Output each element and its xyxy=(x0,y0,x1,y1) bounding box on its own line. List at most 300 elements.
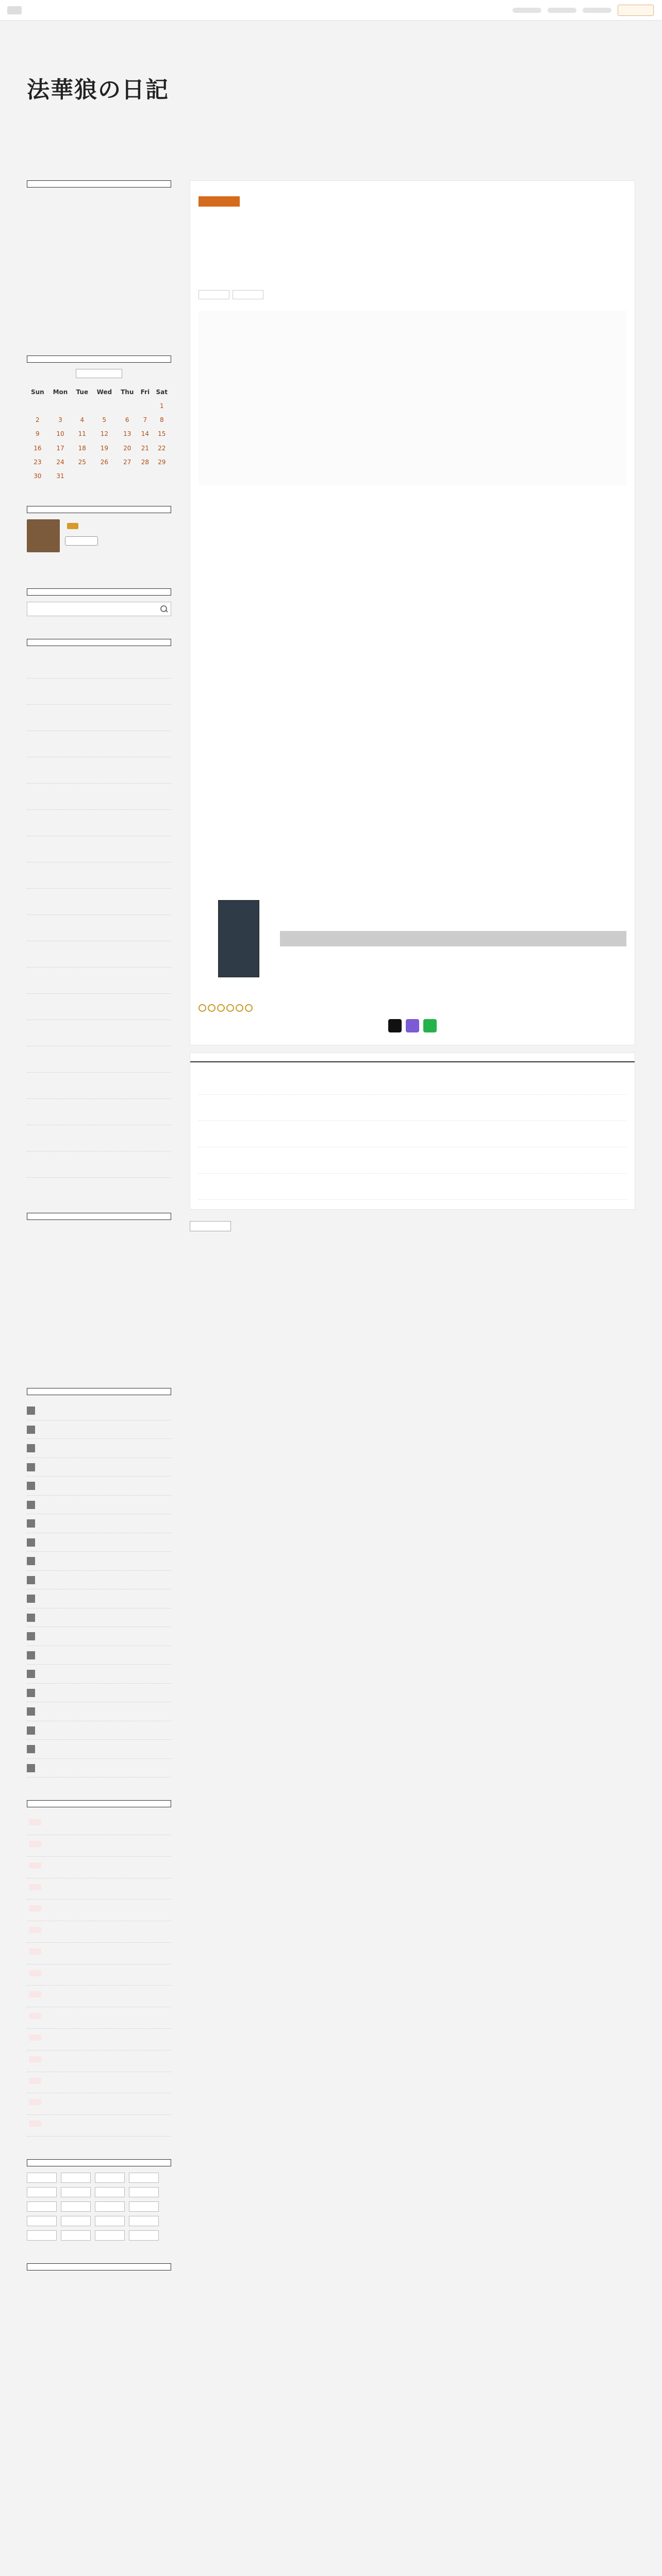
list-item xyxy=(198,1121,626,1147)
weekday-label: Tue xyxy=(76,388,89,396)
recent-comments-module xyxy=(27,1388,171,1777)
recent-entry-category[interactable] xyxy=(27,903,171,909)
recent-entry-category[interactable] xyxy=(27,667,171,673)
category-link[interactable] xyxy=(95,2187,125,2197)
calendar-day[interactable]: 22 xyxy=(158,444,166,452)
bookmark-count-badge[interactable] xyxy=(29,2035,41,2041)
list-item xyxy=(27,1702,171,1721)
list-item xyxy=(27,1814,171,1835)
star-icon xyxy=(245,1004,253,1012)
recent-entry-link[interactable] xyxy=(27,814,171,823)
calendar-day xyxy=(92,469,117,483)
commenter-avatar[interactable] xyxy=(27,1614,35,1622)
list-item xyxy=(27,2007,171,2029)
list-item xyxy=(198,1174,626,1200)
list-item xyxy=(27,2093,171,2115)
recent-entry-category[interactable] xyxy=(27,824,171,831)
weekday-label: Wed xyxy=(96,388,112,396)
list-item xyxy=(27,1759,171,1778)
commenter-avatar[interactable] xyxy=(27,1726,35,1735)
list-item xyxy=(27,915,171,941)
entry-paragraph xyxy=(198,757,626,793)
calendar-day[interactable]: 25 xyxy=(78,458,86,466)
global-header-bar xyxy=(0,0,662,21)
product-card xyxy=(198,900,626,977)
calendar-day[interactable]: 14 xyxy=(141,430,149,438)
calendar-day[interactable]: 10 xyxy=(56,430,64,438)
recent-entry-category[interactable] xyxy=(27,1166,171,1172)
commenter-name[interactable] xyxy=(38,1650,69,1657)
recent-entry-link[interactable] xyxy=(27,1050,171,1060)
module-title xyxy=(27,639,171,646)
related-snippet xyxy=(198,1187,626,1195)
calendar-day xyxy=(72,469,92,483)
list-item xyxy=(27,757,171,784)
list-item xyxy=(27,1900,171,1921)
list-item xyxy=(27,1627,171,1646)
bookmark-count-badge[interactable] xyxy=(29,1948,41,1955)
recent-entry-category[interactable] xyxy=(27,851,171,857)
list-item xyxy=(27,1073,171,1099)
module-title xyxy=(27,2159,171,2166)
list-item xyxy=(27,652,171,679)
buy-button[interactable] xyxy=(280,931,626,946)
commenter-avatar[interactable] xyxy=(27,1426,35,1434)
calendar-day[interactable]: 16 xyxy=(34,444,42,452)
related-snippet xyxy=(198,1134,626,1143)
ad-slot[interactable] xyxy=(198,311,626,486)
commenter-avatar[interactable] xyxy=(27,1406,35,1415)
list-item xyxy=(27,2029,171,2050)
calendar-day[interactable]: 18 xyxy=(78,444,86,452)
write-comment-button[interactable] xyxy=(190,1221,231,1231)
list-item xyxy=(27,1608,171,1628)
recent-entry-link[interactable] xyxy=(27,761,171,771)
recent-entry-link[interactable] xyxy=(27,867,171,876)
list-item xyxy=(198,1069,626,1095)
category-link[interactable] xyxy=(61,2230,91,2241)
weekday-label: Fri xyxy=(140,388,150,396)
search-module xyxy=(27,588,171,616)
recent-entry-link[interactable] xyxy=(27,1156,171,1165)
bookmark-count-badge[interactable] xyxy=(29,1905,41,1911)
entry-paragraph xyxy=(198,713,626,749)
bookmark-count-badge[interactable] xyxy=(29,1819,41,1825)
recent-entry-link[interactable] xyxy=(27,709,171,718)
more-link[interactable] xyxy=(27,1178,171,1190)
weekday-label: Sun xyxy=(30,388,44,396)
calendar-day xyxy=(48,399,73,413)
recent-entry-link[interactable] xyxy=(27,735,171,744)
bookmark-count-badge[interactable] xyxy=(29,2013,41,2019)
recent-entry-category[interactable] xyxy=(27,1113,171,1120)
calendar-day[interactable]: 4 xyxy=(80,416,85,424)
category-link[interactable] xyxy=(61,2187,91,2197)
ad-module xyxy=(27,180,171,333)
pager xyxy=(190,1251,635,1260)
list-item xyxy=(27,1571,171,1590)
calendar-day[interactable]: 7 xyxy=(143,416,147,424)
weekday-label: Sat xyxy=(156,388,168,396)
recent-entry-link[interactable] xyxy=(27,656,171,666)
ad-slot[interactable] xyxy=(27,1226,171,1365)
calendar-day[interactable]: 5 xyxy=(102,416,107,424)
blog-description xyxy=(27,117,161,138)
commenter-avatar[interactable] xyxy=(27,1519,35,1528)
recent-entry-link[interactable] xyxy=(27,1077,171,1086)
calendar-day xyxy=(117,399,138,413)
related-snippet xyxy=(198,1108,626,1116)
list-item xyxy=(27,1552,171,1571)
commenter-name[interactable] xyxy=(38,1405,69,1413)
commenter-name[interactable] xyxy=(38,1594,69,1601)
category-link[interactable] xyxy=(61,2173,91,2183)
star-row[interactable] xyxy=(198,1004,626,1012)
commenter-name[interactable] xyxy=(38,1556,69,1563)
star-icon[interactable] xyxy=(198,1004,206,1012)
list-item xyxy=(27,731,171,757)
list-item xyxy=(27,1401,171,1420)
month-select[interactable] xyxy=(76,369,122,378)
module-title xyxy=(27,1800,171,1807)
recent-entry-category[interactable] xyxy=(27,929,171,936)
star-icon xyxy=(226,1004,234,1012)
list-item xyxy=(27,968,171,994)
bookmark-count-badge[interactable] xyxy=(29,1841,41,1847)
main-column xyxy=(190,180,635,1260)
calendar-day[interactable]: 8 xyxy=(159,416,164,424)
calendar-day xyxy=(138,399,152,413)
commenter-avatar[interactable] xyxy=(27,1444,35,1452)
commenter-avatar[interactable] xyxy=(27,1632,35,1640)
bookmark-count-badge[interactable] xyxy=(29,1884,41,1890)
calendar-day xyxy=(117,469,138,483)
bookmark-count-badge[interactable] xyxy=(29,1970,41,1976)
calendar-day[interactable]: 24 xyxy=(56,458,64,466)
global-nav-link[interactable] xyxy=(548,8,576,13)
calendar-day[interactable]: 12 xyxy=(100,430,108,438)
commenter-avatar[interactable] xyxy=(27,1689,35,1697)
list-item xyxy=(27,1477,171,1496)
share-x-icon[interactable] xyxy=(388,1019,402,1032)
commenter-name[interactable] xyxy=(38,1575,69,1582)
category-link[interactable] xyxy=(95,2216,125,2226)
calendar-day[interactable]: 1 xyxy=(159,402,164,410)
recent-entry-link[interactable] xyxy=(27,1024,171,1033)
sidebar xyxy=(27,180,171,2324)
module-title xyxy=(27,355,171,363)
blog-title[interactable]: 法華狼の日記 xyxy=(27,77,169,103)
blog-header xyxy=(27,72,635,180)
follow-button[interactable] xyxy=(65,536,98,546)
module-title xyxy=(27,2263,171,2270)
list-item xyxy=(27,1099,171,1125)
share-line-icon[interactable] xyxy=(423,1019,437,1032)
commenter-avatar[interactable] xyxy=(27,1538,35,1547)
list-item xyxy=(27,889,171,915)
calendar-day[interactable]: 21 xyxy=(141,444,149,452)
related-entries xyxy=(190,1053,635,1210)
category-link[interactable] xyxy=(27,2216,57,2226)
list-item xyxy=(27,1684,171,1703)
commenter-avatar[interactable] xyxy=(27,1557,35,1565)
recent-entry-link[interactable] xyxy=(27,998,171,1007)
commenter-name[interactable] xyxy=(38,1481,69,1488)
list-item xyxy=(27,1046,171,1073)
weekday-label: Thu xyxy=(121,388,134,396)
recent-entry-category[interactable] xyxy=(27,956,171,962)
category-link[interactable] xyxy=(129,2187,159,2197)
recent-entry-category[interactable] xyxy=(27,1087,171,1093)
module-title xyxy=(27,506,171,513)
list-item xyxy=(27,1878,171,1900)
next-entry-link[interactable] xyxy=(532,1251,635,1260)
bookmark-count-badge[interactable] xyxy=(29,1991,41,1997)
recent-entry-link[interactable] xyxy=(27,919,171,928)
list-item xyxy=(27,1921,171,1943)
calendar-day[interactable]: 2 xyxy=(36,416,40,424)
list-item xyxy=(27,1439,171,1458)
category-link[interactable] xyxy=(27,2173,57,2183)
recent-entry-category[interactable] xyxy=(27,719,171,725)
recent-entry-category[interactable] xyxy=(27,877,171,883)
list-item xyxy=(27,1835,171,1857)
book-author xyxy=(280,914,626,923)
category-link[interactable] xyxy=(129,2201,159,2212)
calendar-day[interactable]: 13 xyxy=(123,430,131,438)
commenter-name[interactable] xyxy=(38,1443,69,1450)
calendar-day xyxy=(72,399,92,413)
list-item xyxy=(27,1458,171,1477)
calendar-day[interactable]: 3 xyxy=(58,416,62,424)
calendar-day[interactable]: 19 xyxy=(100,444,108,452)
recent-entry-category[interactable] xyxy=(27,1008,171,1014)
popular-entries-module xyxy=(27,1800,171,2137)
recent-entry-link[interactable] xyxy=(27,1103,171,1112)
calendar-day xyxy=(92,399,117,413)
list-item xyxy=(27,1125,171,1151)
related-snippet xyxy=(198,1161,626,1169)
related-title xyxy=(190,1053,635,1062)
commenter-name[interactable] xyxy=(38,1613,69,1620)
recent-entry-category[interactable] xyxy=(27,1140,171,1146)
list-item xyxy=(27,2050,171,2072)
bookmark-count-badge[interactable] xyxy=(29,2078,41,2084)
commenter-avatar[interactable] xyxy=(27,1707,35,1716)
recent-entry-category[interactable] xyxy=(27,1035,171,1041)
category-link[interactable] xyxy=(95,2201,125,2212)
list-item xyxy=(27,994,171,1020)
sidebar-link[interactable] xyxy=(27,2277,171,2289)
recent-entry-link[interactable] xyxy=(27,788,171,797)
star-icon xyxy=(208,1004,216,1012)
recent-entries-module xyxy=(27,639,171,1190)
weekday-label: Mon xyxy=(53,388,68,396)
search-icon[interactable] xyxy=(156,602,171,616)
list-item xyxy=(27,1740,171,1759)
commenter-name[interactable] xyxy=(38,1500,69,1507)
commenter-name[interactable] xyxy=(38,1462,69,1469)
recent-entry-category[interactable] xyxy=(27,693,171,699)
category-link[interactable] xyxy=(129,2216,159,2226)
list-item xyxy=(27,1665,171,1684)
category-link[interactable] xyxy=(61,2216,91,2226)
list-item xyxy=(27,1646,171,1665)
bookmark-count-badge[interactable] xyxy=(29,1862,41,1869)
list-item xyxy=(27,1721,171,1740)
list-item xyxy=(27,784,171,810)
commenter-name[interactable] xyxy=(38,1425,69,1432)
calendar-day[interactable]: 15 xyxy=(158,430,166,438)
ad-module-2 xyxy=(27,1213,171,1365)
book-cover-image[interactable] xyxy=(218,900,259,977)
calendar-day[interactable]: 28 xyxy=(141,458,149,466)
user-menu-button[interactable] xyxy=(618,5,654,16)
recent-entry-category[interactable] xyxy=(27,1061,171,1067)
recent-entry-link[interactable] xyxy=(27,945,171,955)
calendar-day xyxy=(138,469,152,483)
entry-article xyxy=(190,180,635,1045)
calendar-day[interactable]: 9 xyxy=(36,430,40,438)
calendar-day[interactable]: 17 xyxy=(56,444,64,452)
commenter-name[interactable] xyxy=(38,1725,69,1733)
share-misskey-icon[interactable] xyxy=(406,1019,419,1032)
share-buttons xyxy=(198,1019,626,1032)
commenter-avatar[interactable] xyxy=(27,1463,35,1471)
archive-calendar xyxy=(27,385,171,483)
links-module xyxy=(27,2263,171,2301)
commenter-avatar[interactable] xyxy=(27,1595,35,1603)
commenter-avatar[interactable] xyxy=(27,1501,35,1509)
sidebar-link[interactable] xyxy=(27,2289,171,2301)
calendar-day[interactable]: 27 xyxy=(123,458,131,466)
entry-paragraph xyxy=(198,865,626,889)
recent-entry-category[interactable] xyxy=(27,772,171,778)
global-nav-link[interactable] xyxy=(512,8,541,13)
category-link[interactable] xyxy=(129,2230,159,2241)
categories-module xyxy=(27,2159,171,2241)
recent-entry-link[interactable] xyxy=(27,972,171,981)
recent-entry-link[interactable] xyxy=(27,683,171,692)
list-item xyxy=(27,1420,171,1439)
entry-footer xyxy=(198,991,626,999)
star-icon xyxy=(236,1004,243,1012)
commenter-name[interactable] xyxy=(38,1631,69,1638)
commenter-name[interactable] xyxy=(38,1518,69,1526)
category-link[interactable] xyxy=(27,2201,57,2212)
bookmark-count-badge[interactable] xyxy=(29,2099,41,2105)
calendar-day[interactable]: 26 xyxy=(100,458,108,466)
commenter-name[interactable] xyxy=(38,1706,69,1714)
hatena-logo-icon[interactable] xyxy=(7,6,22,14)
calendar-day[interactable]: 11 xyxy=(78,430,86,438)
global-nav-link[interactable] xyxy=(583,8,611,13)
module-title xyxy=(27,1388,171,1395)
list-item xyxy=(27,1589,171,1608)
list-item xyxy=(27,1943,171,1964)
list-item xyxy=(27,1151,171,1178)
entry-paragraph xyxy=(198,526,626,550)
commenter-avatar[interactable] xyxy=(27,1651,35,1659)
entry-paragraph xyxy=(198,801,626,837)
category-link[interactable] xyxy=(61,2201,91,2212)
list-item xyxy=(198,1095,626,1121)
list-item xyxy=(27,810,171,836)
related-entry-link[interactable] xyxy=(198,1178,626,1187)
calendar-day[interactable]: 20 xyxy=(123,444,131,452)
commenter-avatar[interactable] xyxy=(27,1576,35,1584)
category-link[interactable] xyxy=(27,2230,57,2241)
commenter-avatar[interactable] xyxy=(27,1482,35,1490)
search-input[interactable] xyxy=(27,605,156,613)
recent-entry-link[interactable] xyxy=(27,840,171,850)
recent-entry-link[interactable] xyxy=(27,893,171,902)
recent-entry-category[interactable] xyxy=(27,982,171,988)
calendar-day[interactable]: 29 xyxy=(158,458,166,466)
list-item xyxy=(27,1964,171,1986)
commenter-avatar[interactable] xyxy=(27,1670,35,1678)
calendar-day[interactable]: 6 xyxy=(125,416,129,424)
category-link[interactable] xyxy=(27,2187,57,2197)
commenter-avatar[interactable] xyxy=(27,1745,35,1753)
category-link[interactable] xyxy=(129,2173,159,2183)
commenter-name[interactable] xyxy=(38,1744,69,1751)
calendar-day[interactable]: 30 xyxy=(34,472,42,480)
entry-date[interactable] xyxy=(198,196,240,207)
entry-paragraph xyxy=(198,494,626,518)
list-item xyxy=(27,2072,171,2094)
entry-category[interactable] xyxy=(198,290,229,299)
category-link[interactable] xyxy=(95,2230,125,2241)
related-entry-link[interactable] xyxy=(198,1125,626,1134)
recent-entry-link[interactable] xyxy=(27,1129,171,1139)
commenter-name[interactable] xyxy=(38,1537,69,1545)
list-item xyxy=(27,2115,171,2137)
profile-link[interactable] xyxy=(27,557,171,566)
entry-category[interactable] xyxy=(233,290,263,299)
module-title xyxy=(27,180,171,188)
pro-badge xyxy=(67,523,78,529)
entry-paragraph xyxy=(198,845,626,857)
category-link[interactable] xyxy=(95,2173,125,2183)
book-title[interactable] xyxy=(280,900,626,912)
ad-slot[interactable] xyxy=(27,194,171,333)
list-item xyxy=(27,1857,171,1878)
embedded-content-area xyxy=(198,550,626,704)
module-title xyxy=(27,588,171,596)
entry-title[interactable] xyxy=(198,217,626,283)
list-item xyxy=(27,1020,171,1046)
calendar-day xyxy=(153,469,171,483)
related-entry-link[interactable] xyxy=(198,1099,626,1108)
commenter-avatar[interactable] xyxy=(27,1764,35,1772)
recent-entry-category[interactable] xyxy=(27,798,171,804)
list-item xyxy=(27,836,171,862)
recent-entry-category[interactable] xyxy=(27,745,171,752)
archive-module xyxy=(27,355,171,483)
commenter-name[interactable] xyxy=(38,1669,69,1676)
commenter-name[interactable] xyxy=(38,1688,69,1695)
related-entry-link[interactable] xyxy=(198,1151,626,1161)
avatar[interactable] xyxy=(27,519,60,552)
calendar-day[interactable]: 23 xyxy=(34,458,42,466)
bookmark-count-badge[interactable] xyxy=(29,1927,41,1933)
bookmark-count-badge[interactable] xyxy=(29,2121,41,2127)
calendar-day[interactable]: 31 xyxy=(56,472,64,480)
bookmark-count-badge[interactable] xyxy=(29,2056,41,2062)
commenter-name[interactable] xyxy=(38,1763,69,1770)
related-entry-link[interactable] xyxy=(198,1073,626,1082)
